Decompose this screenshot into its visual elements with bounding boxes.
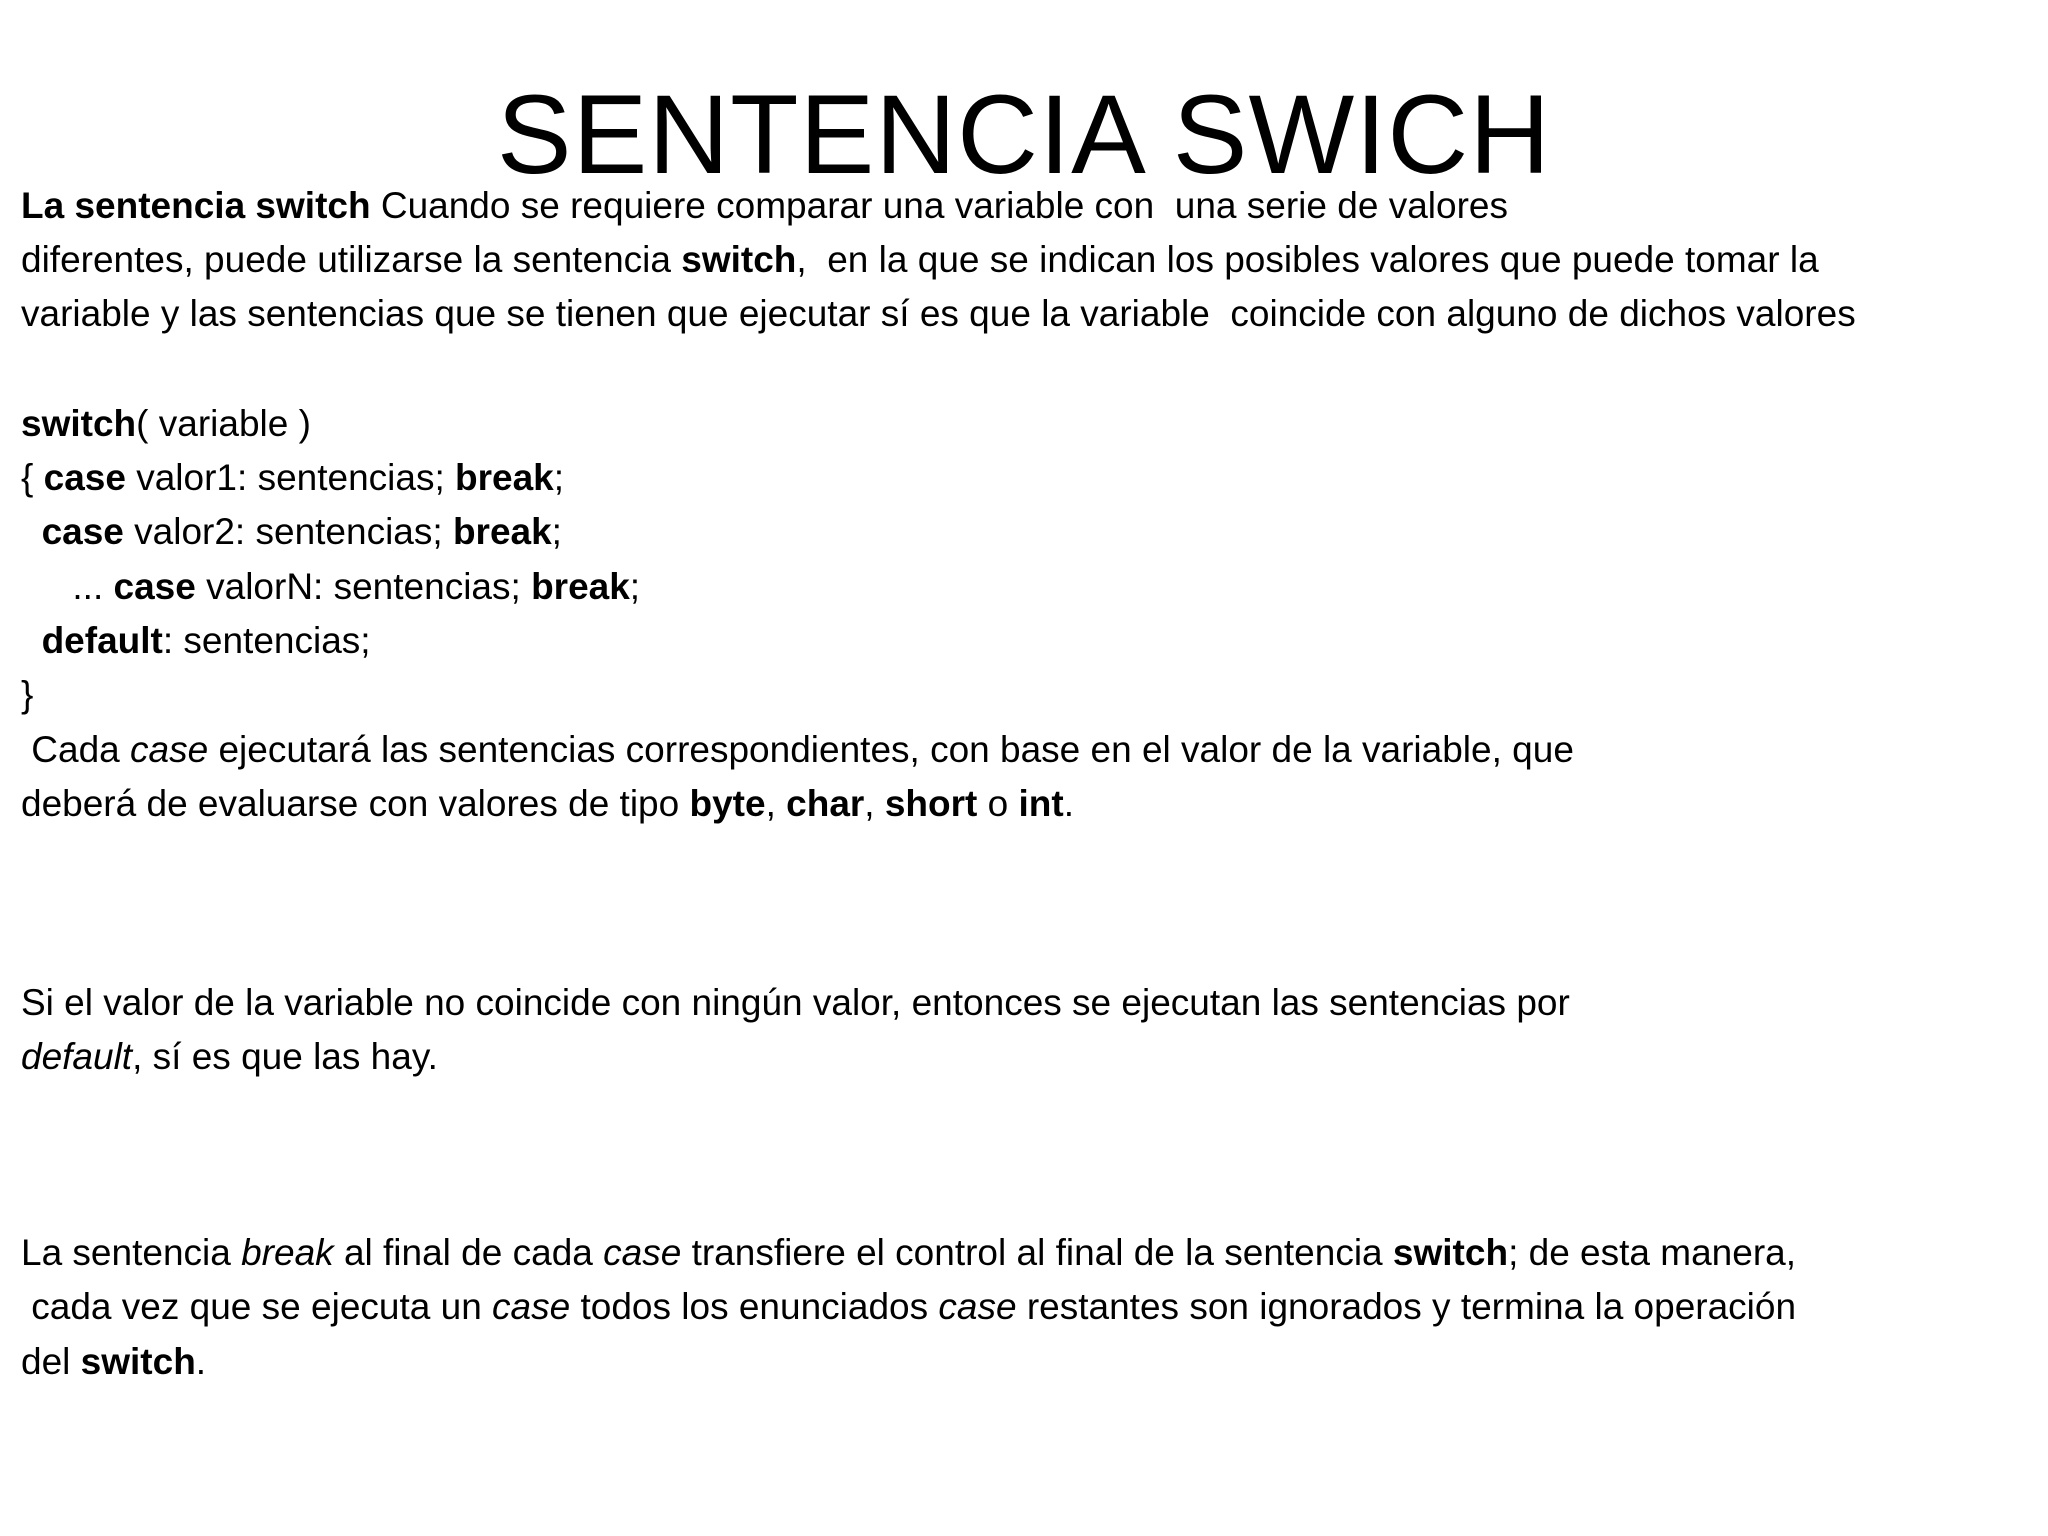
intro-bold-term: La sentencia switch: [21, 185, 371, 226]
code-line-6: }: [21, 674, 34, 715]
code-line-3: case valor2: sentencias; break;: [41, 511, 562, 552]
break-note-line-3: del switch.: [21, 1341, 207, 1382]
code-line-4: ... case valorN: sentencias; break;: [21, 566, 641, 607]
break-note-line-2: cada vez que se ejecuta un case todos los enunciados case restantes son ignorados y termina la operación: [21, 1286, 1797, 1327]
case-note-line-2: deberá de evaluarse con valores de tipo byte, char, short o int.: [21, 783, 1074, 824]
intro-line-3: variable y las sentencias que se tienen que ejecutar sí es que la variable coincide con alguno de dichos valores: [21, 293, 1856, 334]
break-note-line-1: La sentencia break al final de cada case transfiere el control al final de la sentencia switch; de esta manera,: [21, 1232, 1797, 1273]
code-line-1: switch( variable ): [21, 403, 311, 444]
intro-line-1: La sentencia switch Cuando se requiere comparar una variable con una serie de valores: [21, 185, 1508, 226]
default-note-line-2: default, sí es que las hay.: [21, 1036, 438, 1077]
case-note-line-1: Cada case ejecutará las sentencias correspondientes, con base en el valor de la variable, que: [21, 729, 1574, 770]
intro-line-2: diferentes, puede utilizarse la sentencia switch, en la que se indican los posibles valores que puede tomar la: [21, 239, 1819, 280]
code-line-5: default: sentencias;: [41, 620, 371, 661]
code-line-2: { case valor1: sentencias; break;: [21, 457, 565, 498]
slide-title: SENTENCIA SWICH: [496, 72, 1552, 197]
default-note-line-1: Si el valor de la variable no coincide con ningún valor, entonces se ejecutan las sentencias por: [21, 982, 1570, 1023]
